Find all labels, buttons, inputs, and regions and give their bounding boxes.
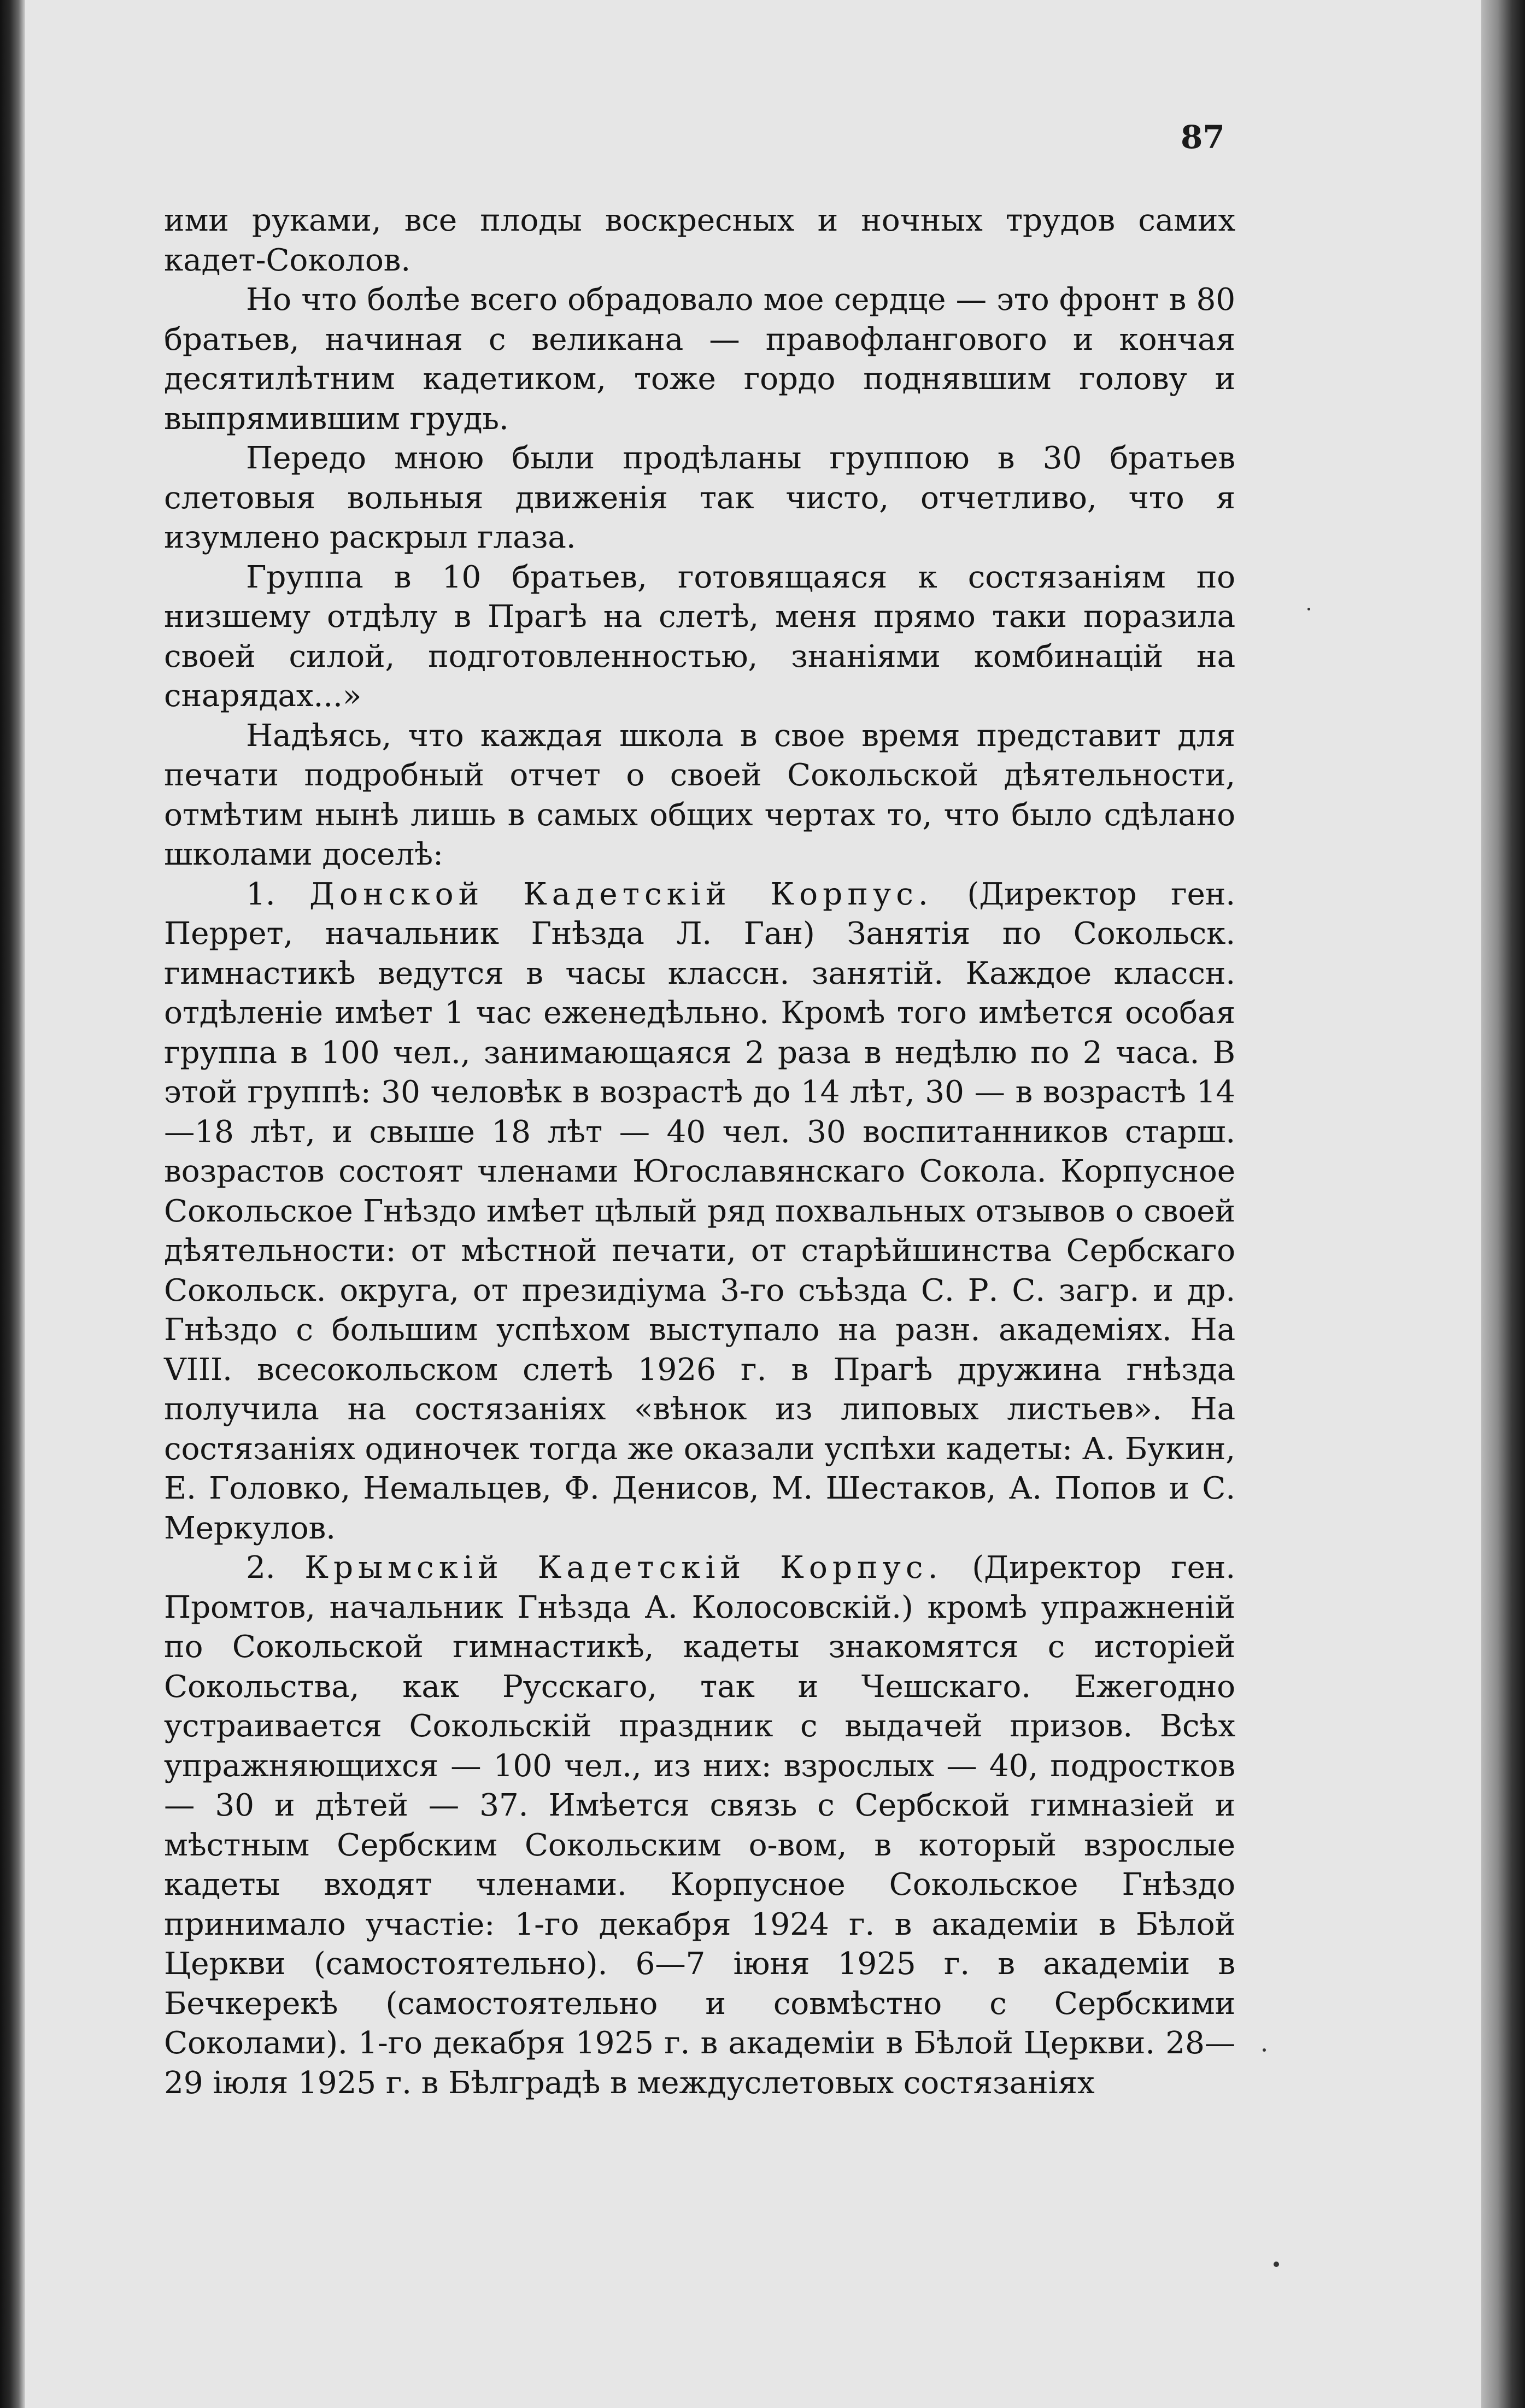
scan-speck xyxy=(1274,2262,1279,2267)
paragraph: Группа в 10 братьев, готовящаяся к состязаніям по низшему отдѣлу в Прагѣ на слетѣ, меня прямо таки поразила своей силой, подготовленностью, знаніями комбинацій на снарядах...» xyxy=(164,559,1235,714)
section-number: 1. xyxy=(246,876,275,912)
section-heading-don-corps: Донской Кадетскій Корпус. xyxy=(309,876,933,912)
page-body-text xyxy=(164,201,1235,2103)
scan-speck xyxy=(1263,2048,1266,2052)
paragraph: Но что болѣе всего обрадовало мое сердце — это фронт в 80 братьев, начиная с великана — правофлангового и кончая десятилѣтним кадетиком, тоже гордо поднявшим голову и выпрямившим грудь. xyxy=(164,282,1235,437)
scan-speck xyxy=(1307,608,1310,610)
section-paragraph-don-corps xyxy=(164,875,1235,1549)
page-number: 87 xyxy=(1181,119,1225,156)
paragraph: ими руками, все плоды воскресных и ночных трудов самих кадет-Соколов. xyxy=(164,203,1235,278)
section-text: (Директор ген. Перрет, начальник Гнѣзда Л. Ган) Занятія по Сокольск. гимнастикѣ ведутся в часы классн. занятій. Каждое классн. отдѣленіе имѣет 1 час еженедѣльно. Кромѣ того имѣется особая группа в 100 чел., занимающаяся 2 раза в недѣлю по 2 часа. В этой группѣ: 30 человѣк в возрастѣ до 14 лѣт, 30 — в возрастѣ 14—18 лѣт, и свыше 18 лѣт — 40 чел. 30 воспитанников старш. возрастов состоят членами Югославянскаго Сокола. Корпусное Сокольское Гнѣздо имѣет цѣлый ряд похвальных отзывов о своей дѣятельности: от мѣстной печати, от старѣйшинства Сербскаго Сокольск. округа, от президіума 3-го съѣзда С. Р. С. загр. и др. Гнѣздо с большим успѣхом выступало на разн. академіях. На VIII. всесокольском слетѣ 1926 г. в Прагѣ дружина гнѣзда получила на состязаніях «вѣнок из липовых листьев». На состязаніях одиночек тогда же оказали успѣхи кадеты: А. Букин, Е. Головко, Немальцев, Ф. Денисов, М. Шестаков, А. Попов и С. Меркулов. xyxy=(164,876,1235,1546)
scan-right-edge xyxy=(1481,0,1525,2408)
section-paragraph-crimean-corps xyxy=(164,1548,1235,2103)
scan-left-edge xyxy=(0,0,25,2408)
paragraph: Надѣясь, что каждая школа в свое время представит для печати подробный отчет о своей Сокольской дѣятельности, отмѣтим нынѣ лишь в самых общих чертах то, что было сдѣлано школами доселѣ: xyxy=(164,718,1235,872)
section-number: 2. xyxy=(246,1550,275,1585)
section-text: (Директор ген. Промтов, начальник Гнѣзда А. Колосовскій.) кромѣ упражненій по Сокольской гимнастикѣ, кадеты знакомятся с исторіей Сокольства, как Русскаго, так и Чешскаго. Ежегодно устраивается Сокольскій праздник с выдачей призов. Всѣх упражняющихся — 100 чел., из них: взрослых — 40, подростков — 30 и дѣтей — 37. Имѣется связь с Сербской гимназіей и мѣстным Сербским Сокольским о-вом, в который взрослые кадеты входят членами. Корпусное Сокольское Гнѣздо принимало участіе: 1-го декабря 1924 г. в академіи в Бѣлой Церкви (самостоятельно). 6—7 іюня 1925 г. в академіи в Бечкерекѣ (самостоятельно и совмѣстно с Сербскими Соколами). 1-го декабря 1925 г. в академіи в Бѣлой Церкви. 28—29 іюля 1925 г. в Бѣлградѣ в междуслетовых состязаніях xyxy=(164,1550,1236,2101)
paragraph: Передо мною были продѣланы группою в 30 братьев слетовыя вольныя движенія так чисто, отчетливо, что я изумлено раскрыл глаза. xyxy=(164,441,1235,555)
section-heading-crimean-corps: Крымскій Кадетскій Корпус. xyxy=(304,1550,943,1585)
